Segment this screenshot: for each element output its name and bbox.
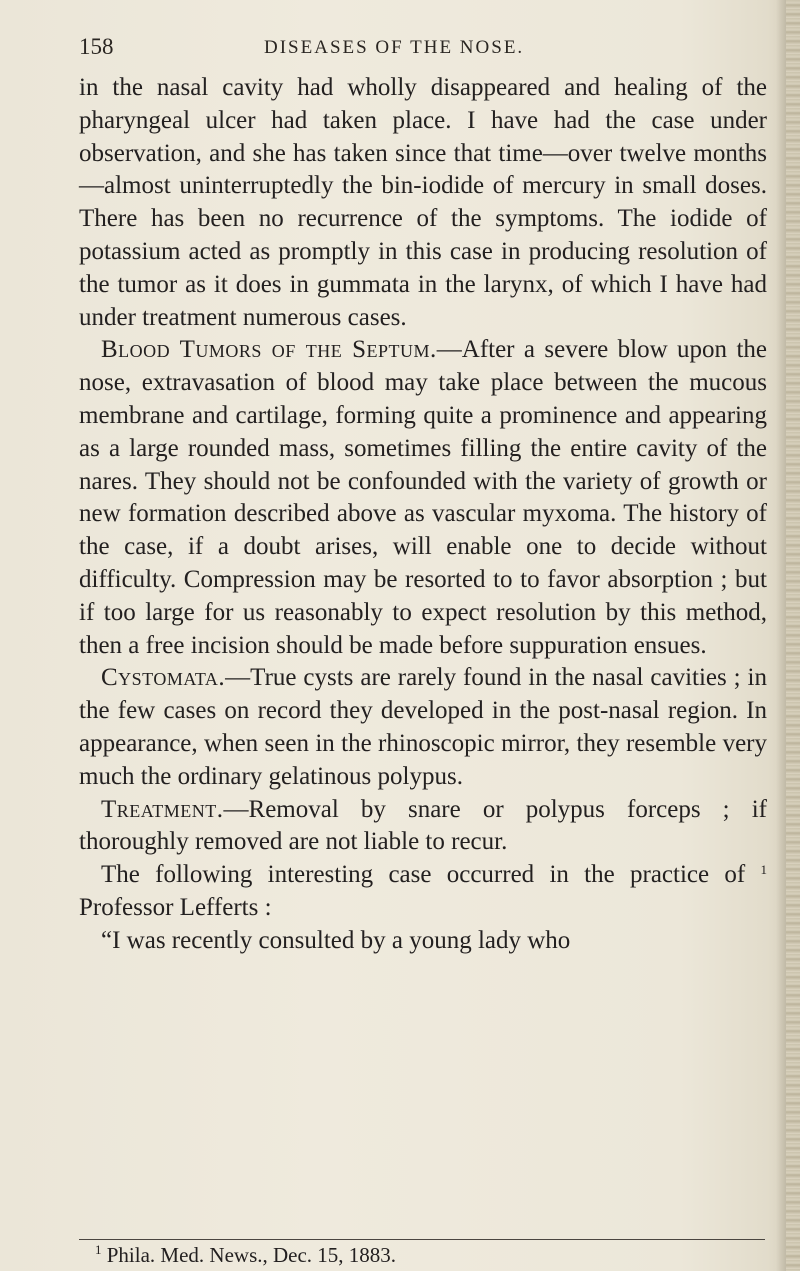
paragraph-quote-start: “I was recently consulted by a young lady who — [101, 926, 571, 954]
section-heading-cystomata: Cystomata. — [101, 664, 226, 692]
paragraph-continuation: in the nasal cavity had wholly disappeared and healing of the pharyngeal ulcer had taken place. I have had the case under observation, and she has taken since that time—over twelve months—almost uninterruptedly the bin-iodide of mercury in small doses. There has been no recurrence of the symptoms. The iodide of potassium acted as promptly in this case in producing resolution of the tumor as it does in gummata in the larynx, of which I have had under treatment numerous cases. — [79, 74, 767, 331]
footnote-text: Phila. Med. News., Dec. 15, 1883. — [106, 1243, 397, 1267]
paragraph-blood-tumors-text: —After a severe blow upon the nose, extravasation of blood may take place between the mucous membrane and cartilage, forming quite a prominence and appearing as a large rounded mass, sometimes filling the entire cavity of the nares. They should not be confounded with the variety of growth or new formation described above as vascular myxoma. The history of the case, if a doubt arises, will enable one to decide without difficulty. Compression may be resorted to to favor absorption ; but if too large for us reasonably to expect resolution by this method, then a free incision should be made before suppuration ensues. — [79, 336, 767, 659]
footnote — [95, 1243, 396, 1268]
page-header — [79, 34, 769, 64]
paragraph-cystomata — [79, 662, 767, 793]
paragraph-cystomata-text: —True cysts are rarely found in the nasal cavities ; in the few cases on record they developed in the post-nasal region. In appearance, when seen in the rhinoscopic mirror, they resemble very much the ordinary gelatinous polypus. — [79, 664, 767, 790]
footnote-reference: 1 — [760, 862, 767, 878]
paragraph-following-case-text: The following interesting case occurred in the practice of — [101, 861, 746, 889]
footnote-rule — [79, 1239, 765, 1240]
footnote-marker: 1 — [95, 1242, 102, 1257]
paragraph-following-case-name: Professor Lefferts : — [79, 893, 272, 921]
section-heading-treatment: Treatment. — [101, 795, 224, 823]
page-edge-shadow — [776, 0, 786, 1271]
page-edge — [786, 0, 800, 1271]
body-text — [79, 72, 767, 958]
page-number: 158 — [79, 34, 114, 59]
running-head: DISEASES OF THE NOSE. — [264, 37, 525, 58]
paragraph-treatment-text: —Removal by snare or polypus forceps ; if thoroughly removed are not liable to recur. — [79, 795, 767, 856]
paragraph-blood-tumors — [79, 334, 767, 662]
paragraph-following-case — [79, 859, 767, 925]
section-heading-blood-tumors: Blood Tumors of the Septum. — [101, 336, 437, 364]
paragraph-treatment — [79, 794, 767, 860]
